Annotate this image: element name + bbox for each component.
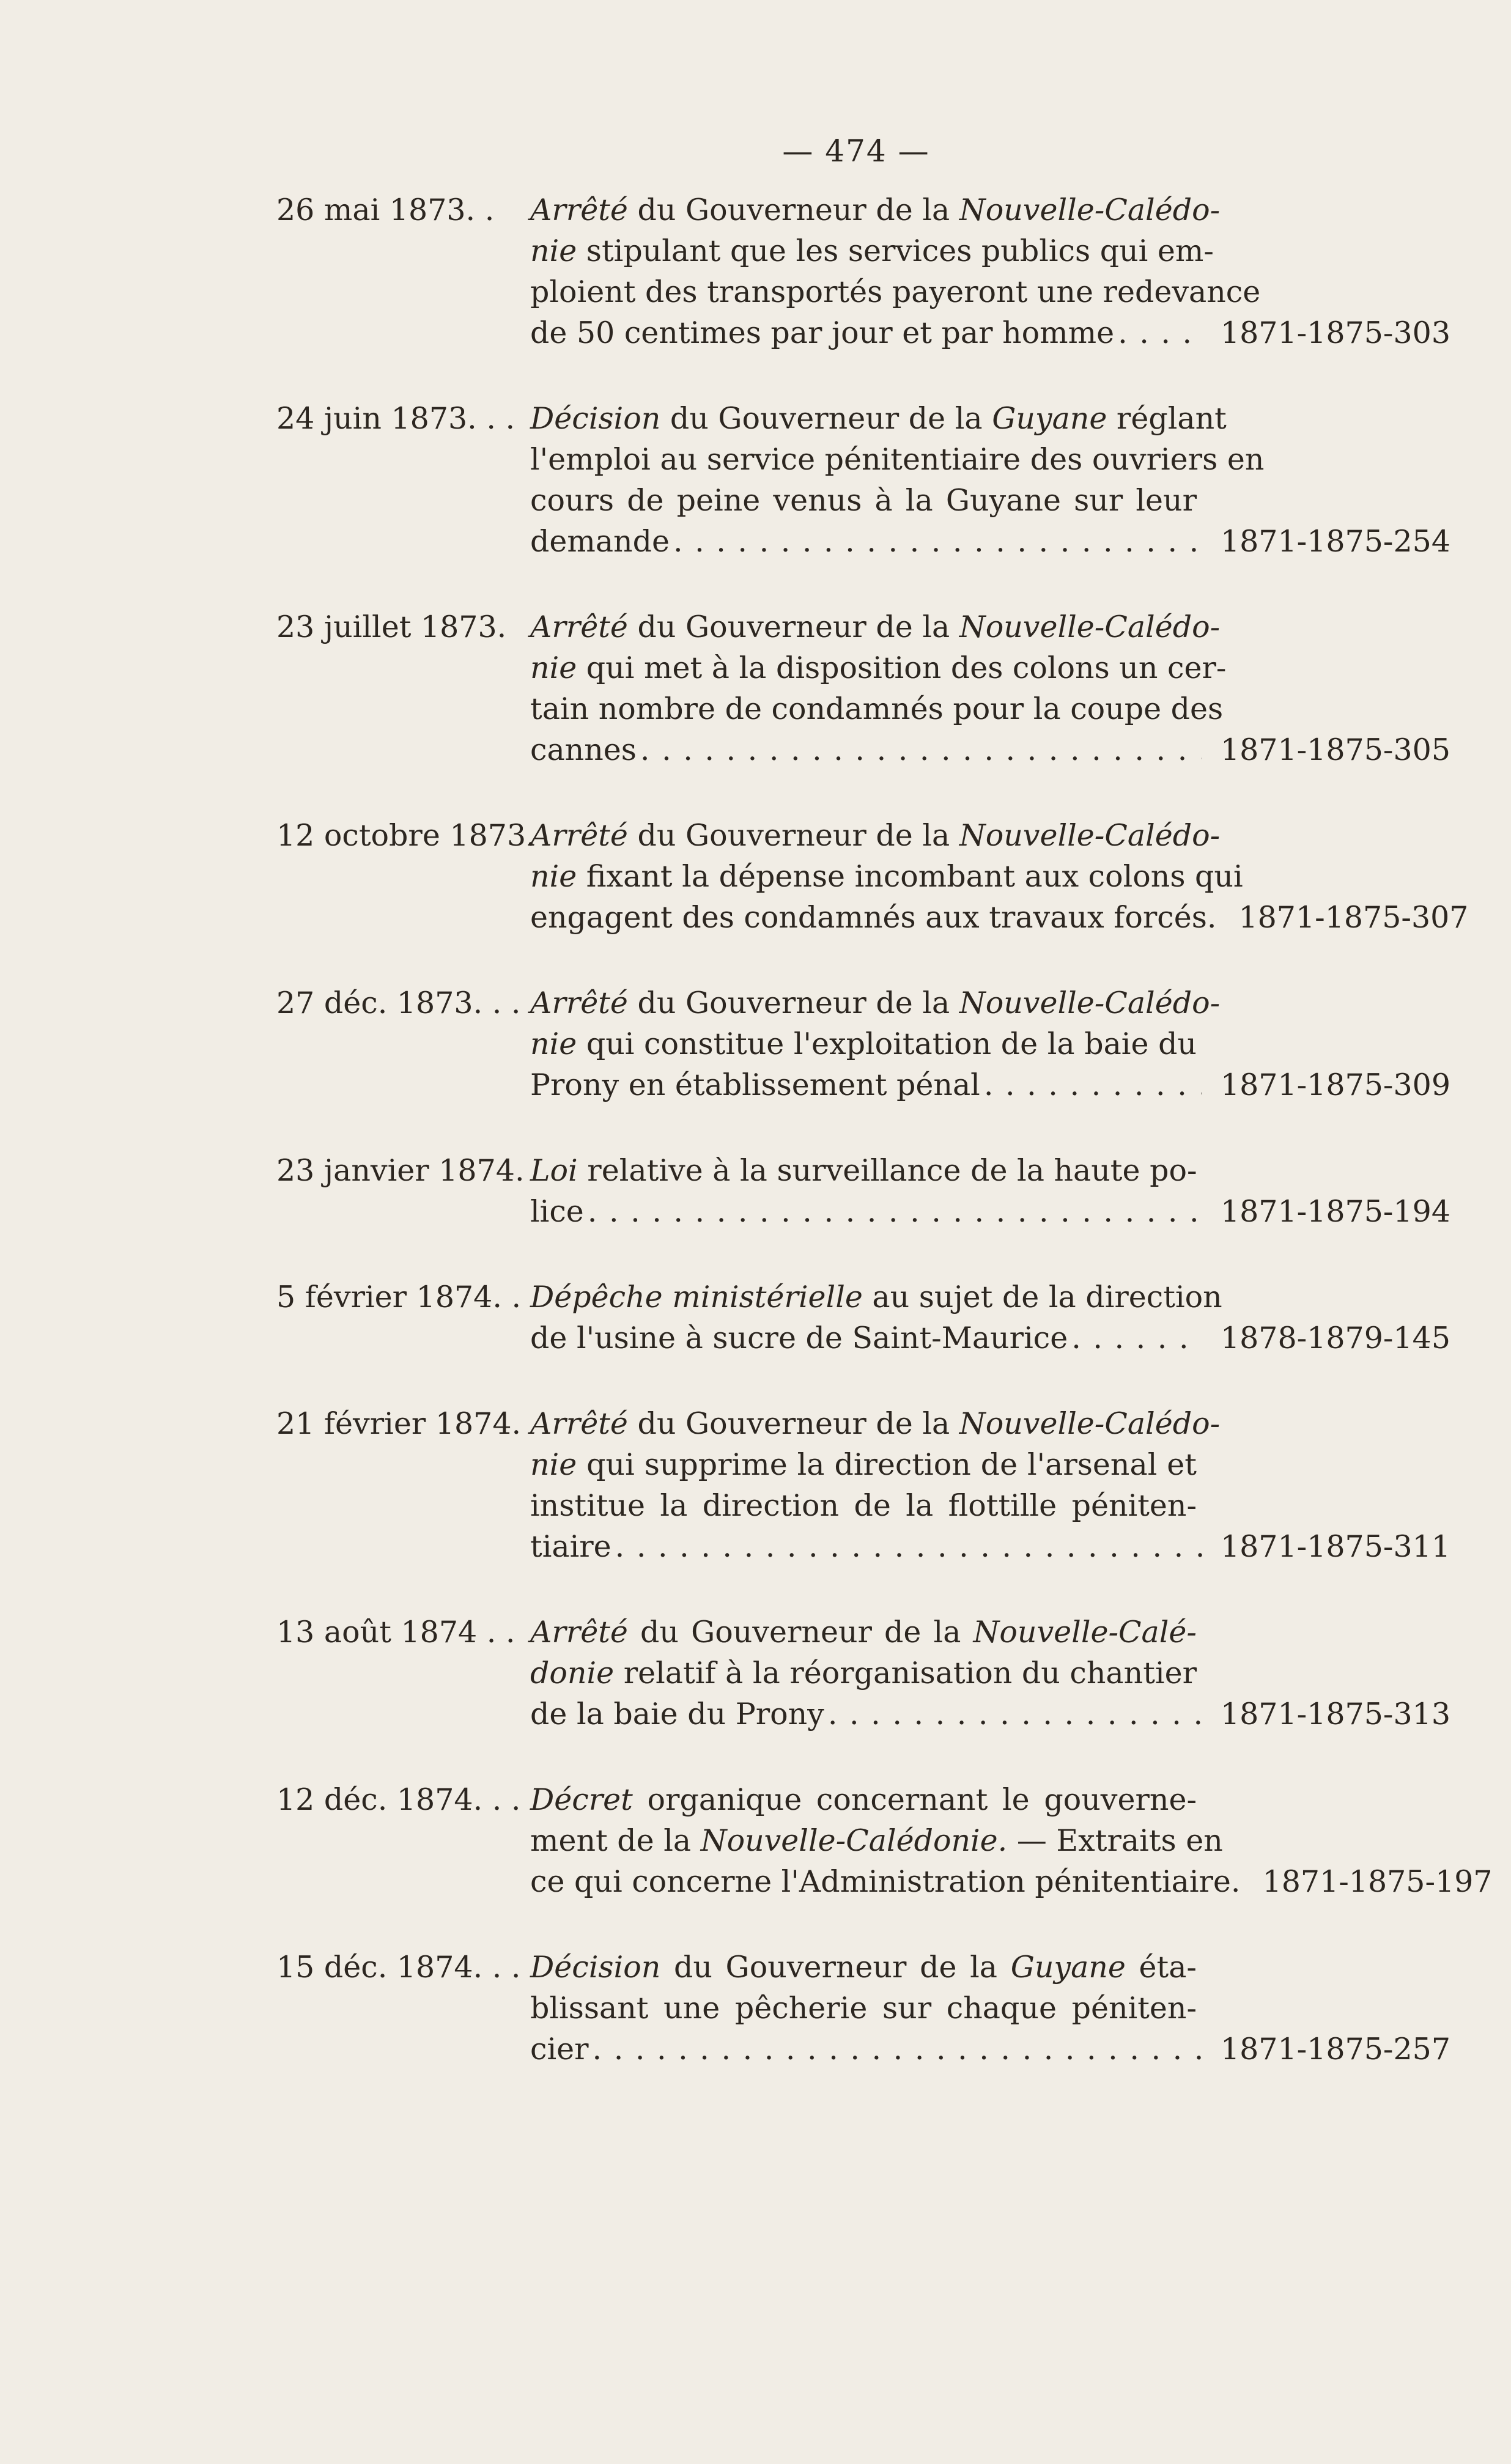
entry-reference: 1871-1875-305 <box>1220 732 1450 767</box>
plain-text: ment de la <box>530 1823 701 1858</box>
italic-text: Nouvelle-Calé- <box>973 1615 1197 1650</box>
entry-text: demande <box>530 524 670 559</box>
plain-text: au sujet de la direction <box>862 1280 1222 1315</box>
entry-line <box>530 647 1450 688</box>
entry-reference: 1871-1875-257 <box>1220 2032 1450 2067</box>
entry-line <box>530 897 1469 938</box>
index-entry <box>276 1779 1493 1902</box>
entry-text <box>530 1988 1197 2029</box>
entry-line <box>530 1485 1450 1526</box>
entry-date: 13 août 1874 . . <box>276 1615 515 1650</box>
entry-line <box>530 856 1450 897</box>
plain-text: qui supprime la direction de l'arsenal et <box>577 1447 1197 1482</box>
entry-date: 23 janvier 1874. <box>276 1153 525 1188</box>
entry-line <box>530 480 1450 521</box>
italic-text: nie <box>530 1027 577 1061</box>
italic-text: nie <box>530 651 577 685</box>
entry-reference: 1871-1875-307 <box>1238 900 1469 935</box>
entry-body <box>530 1779 1493 1902</box>
italic-text: donie <box>530 1656 615 1691</box>
italic-text: Nouvelle-Calédonie. <box>700 1823 1008 1858</box>
entry-text: Prony en établissement pénal <box>530 1068 980 1102</box>
plain-text: éta- <box>1125 1950 1197 1985</box>
entry-reference: 1871-1875-303 <box>1220 315 1450 350</box>
entry-text <box>530 1403 1221 1444</box>
plain-text: du Gouverneur de la <box>660 1950 1011 1985</box>
entry-line <box>530 398 1450 439</box>
entry-text <box>530 231 1214 271</box>
entry-line <box>530 190 1450 231</box>
entry-text <box>530 1444 1197 1485</box>
entry-line <box>530 983 1450 1024</box>
plain-text: institue la direction de la flottille péniten- <box>530 1488 1197 1523</box>
dot-leader <box>1071 1318 1202 1359</box>
index-entry <box>276 1612 1450 1735</box>
entry-body <box>530 190 1450 353</box>
entry-text <box>530 1024 1197 1064</box>
entry-line <box>530 1526 1450 1567</box>
italic-text: Guyane <box>1010 1950 1126 1985</box>
entry-date: 5 février 1874. . <box>276 1280 522 1315</box>
index-entry <box>276 1947 1450 2070</box>
plain-text: cours de peine venus à la Guyane sur leur <box>530 483 1197 518</box>
entry-date: 23 juillet 1873. <box>276 610 507 644</box>
plain-text: blissant une pêcherie sur chaque péniten- <box>530 1991 1197 2026</box>
document-type: Arrêté <box>530 1406 628 1441</box>
entry-text <box>530 1820 1223 1861</box>
entry-text <box>530 190 1221 231</box>
entry-text: cannes <box>530 732 637 767</box>
document-type: Loi <box>530 1153 578 1188</box>
italic-text: Nouvelle-Calédo- <box>959 193 1221 227</box>
index-entry <box>276 1403 1450 1567</box>
entry-line <box>530 1988 1450 2029</box>
entry-line <box>530 688 1450 729</box>
entry-text: de la baie du Prony <box>530 1697 824 1732</box>
dot-leader <box>828 1694 1202 1735</box>
plain-text: du Gouverneur de la <box>627 1406 959 1441</box>
entry-line <box>530 271 1450 312</box>
plain-text: du Gouverneur de la <box>660 401 992 436</box>
entry-text <box>530 1779 1197 1820</box>
document-type: Arrêté <box>530 818 628 853</box>
entry-body <box>530 1277 1450 1359</box>
index-entry <box>276 815 1469 938</box>
italic-text: Nouvelle-Calédo- <box>959 986 1221 1020</box>
plain-text: du Gouverneur de la <box>627 818 959 853</box>
plain-text: l'emploi au service pénitentiaire des ouvriers en <box>530 442 1265 477</box>
document-type: Décision <box>530 1950 661 1985</box>
italic-text: nie <box>530 1447 577 1482</box>
entry-line <box>530 1653 1450 1694</box>
entry-text: de 50 centimes par jour et par homme <box>530 315 1115 350</box>
entry-text <box>530 1277 1222 1318</box>
dot-leader <box>673 521 1202 562</box>
entry-text <box>530 856 1243 897</box>
plain-text: du Gouverneur de la <box>627 610 959 644</box>
plain-text: du Gouverneur de la <box>627 986 959 1020</box>
index-entry <box>276 398 1450 562</box>
entry-line <box>530 1024 1450 1064</box>
entry-text: tiaire <box>530 1529 611 1564</box>
document-type: Arrêté <box>530 1615 628 1650</box>
entry-line <box>530 1277 1450 1318</box>
entry-text <box>530 1653 1197 1694</box>
entry-date: 27 déc. 1873. . . <box>276 986 521 1020</box>
entry-date: 26 mai 1873. . <box>276 193 495 227</box>
plain-text: relative à la surveillance de la haute po- <box>577 1153 1197 1188</box>
plain-text: stipulant que les services publics qui em- <box>577 234 1214 268</box>
entry-reference: 1878-1879-145 <box>1220 1321 1450 1356</box>
entry-line <box>530 439 1450 480</box>
entry-line <box>530 1150 1450 1191</box>
entry-line <box>530 312 1450 353</box>
entry-text <box>530 1612 1197 1653</box>
plain-text: réglant <box>1107 401 1227 436</box>
entry-body <box>530 607 1450 770</box>
index-entry <box>276 1277 1450 1359</box>
dot-leader <box>593 2029 1202 2070</box>
plain-text: qui met à la disposition des colons un cer- <box>577 651 1227 685</box>
dot-leader <box>588 1191 1202 1232</box>
entry-text <box>530 1150 1197 1191</box>
entry-text <box>530 607 1221 647</box>
entry-reference: 1871-1875-197 <box>1262 1864 1493 1899</box>
entry-line <box>530 1820 1450 1861</box>
italic-text: nie <box>530 234 577 268</box>
entry-body <box>530 1947 1450 2070</box>
entry-body <box>530 398 1450 562</box>
document-type: Dépêche ministérielle <box>530 1280 863 1315</box>
entry-text <box>530 688 1224 729</box>
entry-text <box>530 647 1227 688</box>
plain-text: organique concernant le gouverne- <box>632 1782 1197 1817</box>
entry-date: 12 déc. 1874. . . <box>276 1782 521 1817</box>
entry-line <box>530 2029 1450 2070</box>
entry-reference: 1871-1875-313 <box>1220 1697 1450 1732</box>
document-type: Décision <box>530 401 661 436</box>
entry-line <box>530 1779 1450 1820</box>
entry-line <box>530 1318 1450 1359</box>
index-entry <box>276 983 1450 1105</box>
entry-text: de l'usine à sucre de Saint-Maurice <box>530 1321 1068 1356</box>
entry-date: 24 juin 1873. . . <box>276 401 515 436</box>
entry-line <box>530 1403 1450 1444</box>
entry-text <box>530 815 1221 856</box>
italic-text: nie <box>530 859 577 894</box>
index-entry <box>276 190 1450 353</box>
plain-text: tain nombre de condamnés pour la coupe des <box>530 692 1224 726</box>
entry-text <box>530 271 1261 312</box>
italic-text: Guyane <box>992 401 1107 436</box>
entry-body <box>530 983 1450 1105</box>
document-type: Décret <box>530 1782 633 1817</box>
plain-text: du Gouverneur de la <box>627 1615 973 1650</box>
entry-line <box>530 1191 1450 1232</box>
plain-text: ploient des transportés payeront une redevance <box>530 275 1261 309</box>
entry-text: engagent des condamnés aux travaux forcés. <box>530 900 1217 935</box>
entry-line <box>530 1861 1493 1902</box>
dot-leader <box>1118 312 1202 353</box>
entry-line <box>530 729 1450 770</box>
entry-text: ce qui concerne l'Administration pénitentiaire. <box>530 1864 1241 1899</box>
entry-line <box>530 1064 1450 1105</box>
entry-text <box>530 1485 1197 1526</box>
entry-reference: 1871-1875-311 <box>1220 1529 1450 1564</box>
entry-line <box>530 607 1450 647</box>
dot-leader <box>640 729 1202 770</box>
entry-date: 12 octobre 1873. <box>276 818 536 853</box>
entry-text <box>530 439 1265 480</box>
entry-reference: 1871-1875-254 <box>1220 524 1450 559</box>
entry-line <box>530 1694 1450 1735</box>
document-type: Arrêté <box>530 986 628 1020</box>
entry-body <box>530 1403 1450 1567</box>
entry-text: cier <box>530 2032 589 2067</box>
entry-text <box>530 1947 1197 1988</box>
entry-body <box>530 1150 1450 1232</box>
plain-text: qui constitue l'exploitation de la baie du <box>577 1027 1197 1061</box>
entry-reference: 1871-1875-194 <box>1220 1194 1450 1229</box>
entry-date: 15 déc. 1874. . . <box>276 1950 521 1985</box>
document-type: Arrêté <box>530 610 628 644</box>
italic-text: Nouvelle-Calédo- <box>959 1406 1221 1441</box>
entry-line <box>530 1444 1450 1485</box>
entry-body <box>530 1612 1450 1735</box>
entry-reference: 1871-1875-309 <box>1220 1068 1450 1102</box>
plain-text: — Extraits en <box>1007 1823 1223 1858</box>
document-type: Arrêté <box>530 193 628 227</box>
entry-text <box>530 398 1227 439</box>
italic-text: Nouvelle-Calédo- <box>959 610 1221 644</box>
entry-text <box>530 480 1197 521</box>
entry-text <box>530 983 1221 1024</box>
entries-list <box>276 190 1493 2114</box>
dot-leader <box>984 1064 1202 1105</box>
page-number: — 474 — <box>782 133 930 169</box>
entry-line <box>530 521 1450 562</box>
italic-text: Nouvelle-Calédo- <box>959 818 1221 853</box>
index-entry <box>276 607 1450 770</box>
entry-body <box>530 815 1469 938</box>
entry-date: 21 février 1874. <box>276 1406 522 1441</box>
entry-line <box>530 815 1450 856</box>
plain-text: fixant la dépense incombant aux colons qui <box>577 859 1243 894</box>
entry-text: lice <box>530 1194 584 1229</box>
plain-text: relatif à la réorganisation du chantier <box>614 1656 1197 1691</box>
entry-line <box>530 1612 1450 1653</box>
entry-line <box>530 1947 1450 1988</box>
dot-leader <box>615 1526 1202 1567</box>
plain-text: du Gouverneur de la <box>627 193 959 227</box>
index-entry <box>276 1150 1450 1232</box>
entry-line <box>530 231 1450 271</box>
